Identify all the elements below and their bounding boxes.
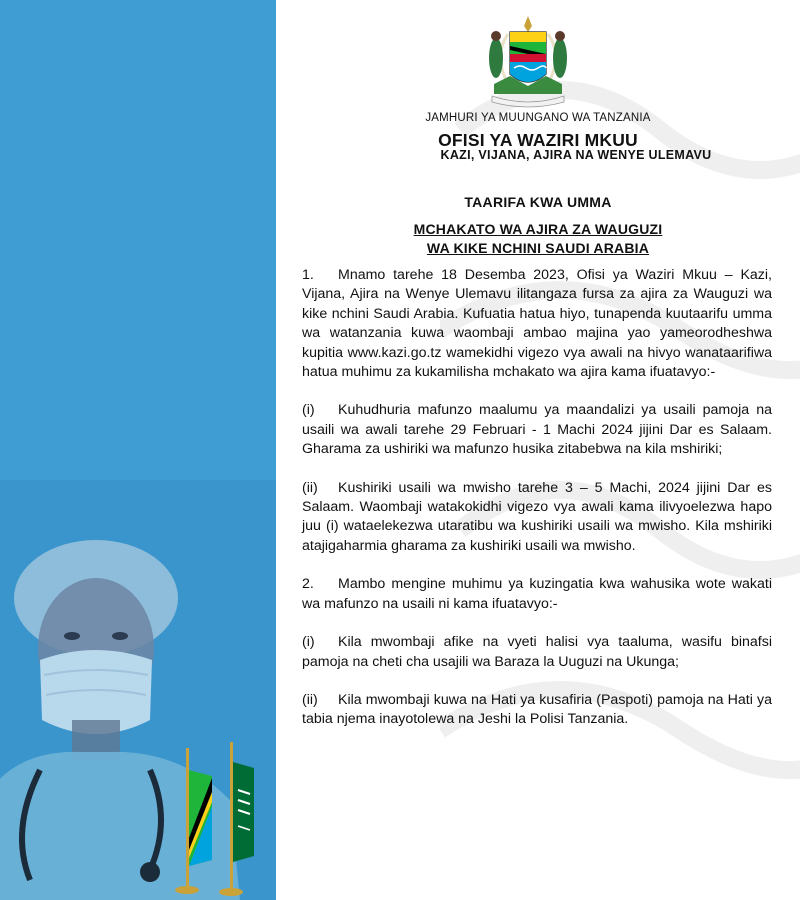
paragraph-marker: 1. <box>302 267 314 283</box>
paragraph-marker: (ii) <box>302 479 318 496</box>
notice-title <box>276 220 800 258</box>
tanzania-coat-of-arms-icon <box>480 14 576 110</box>
paragraph-1-i <box>302 401 772 459</box>
country-name: JAMHURI YA MUUNGANO WA TANZANIA <box>425 112 651 124</box>
paragraph-2-i <box>302 633 772 672</box>
paragraph-text: Kila mwombaji kuwa na Hati ya kusafiria (Paspoti) pamoja na Hati ya tabia njema inayotolewa na Jeshi la Polisi Tanzania. <box>302 691 772 728</box>
notice-title-line-1: MCHAKATO WA AJIRA ZA WAUGUZI <box>413 221 663 237</box>
paragraph-1 <box>302 266 772 382</box>
paragraph-text: Kuhudhuria mafunzo maalumu ya maandalizi ya usaili pamoja na usaili wa awali tarehe 29 Februari - 1 Machi 2024 jijini Dar es Salaam. Gharama za ushiriki wa mafunzo husika zitabebwa na kila mshiriki; <box>302 402 772 458</box>
nurse-photo-panel <box>0 0 276 900</box>
nurse-illustration <box>0 0 276 900</box>
paragraph-2-ii <box>302 691 772 730</box>
paragraph-marker: (i) <box>302 634 315 651</box>
paragraph-2 <box>302 575 772 614</box>
notice-heading: TAARIFA KWA UMMA <box>464 194 612 210</box>
office-subtitle: KAZI, VIJANA, AJIRA NA WENYE ULEMAVU <box>440 148 712 162</box>
paragraph-marker: (i) <box>302 402 315 419</box>
notice-body <box>302 266 772 749</box>
office-title: OFISI YA WAZIRI MKUU <box>438 130 638 150</box>
paragraph-text: Mnamo tarehe 18 Desemba 2023, Ofisi ya Waziri Mkuu – Kazi, Vijana, Ajira na Wenye Ulemavu ilitangaza fursa za ajira za Wauguzi wa kike nchini Saudi Arabia. Kufuatia hatua hiyo, tunapenda kuutaarifu umma wa watanzania kuwa waombaji ambao majina yao yameorodheshwa kupitia www.kazi.go.tz wamekidhi vigezo vya awali na hivyo wanataarifiwa hatua muhimu za kukamilisha mchakato wa ajira kama ifuatavyo:- <box>302 267 772 381</box>
paragraph-marker: (ii) <box>302 691 318 708</box>
paragraph-marker: 2. <box>302 576 314 593</box>
paragraph-text: Kila mwombaji afike na vyeti halisi vya taaluma, wasifu binafsi pamoja na cheti cha usajili wa Baraza la Uuguzi na Ukunga; <box>302 634 772 670</box>
notice-title-line-2: WA KIKE NCHINI SAUDI ARABIA <box>426 240 650 256</box>
paragraph-1-ii <box>302 479 772 557</box>
paragraph-text: Mambo mengine muhimu ya kuzingatia kwa wahusika wote wakati wa mafunzo na usaili ni kama ifuatavyo:- <box>302 576 772 612</box>
notice-content <box>276 0 800 900</box>
paragraph-text: Kushiriki usaili wa mwisho tarehe 3 – 5 Machi, 2024 jijini Dar es Salaam. Waombaji watakokidhi vigezo vya awali kama ilivyoelezwa hapo juu (i) wataelekezwa utaratibu wa kushiriki usaili wa mwisho. Kila mshiriki atajigaharmia gharama za kushiriki usaili wa mwisho. <box>302 479 772 554</box>
